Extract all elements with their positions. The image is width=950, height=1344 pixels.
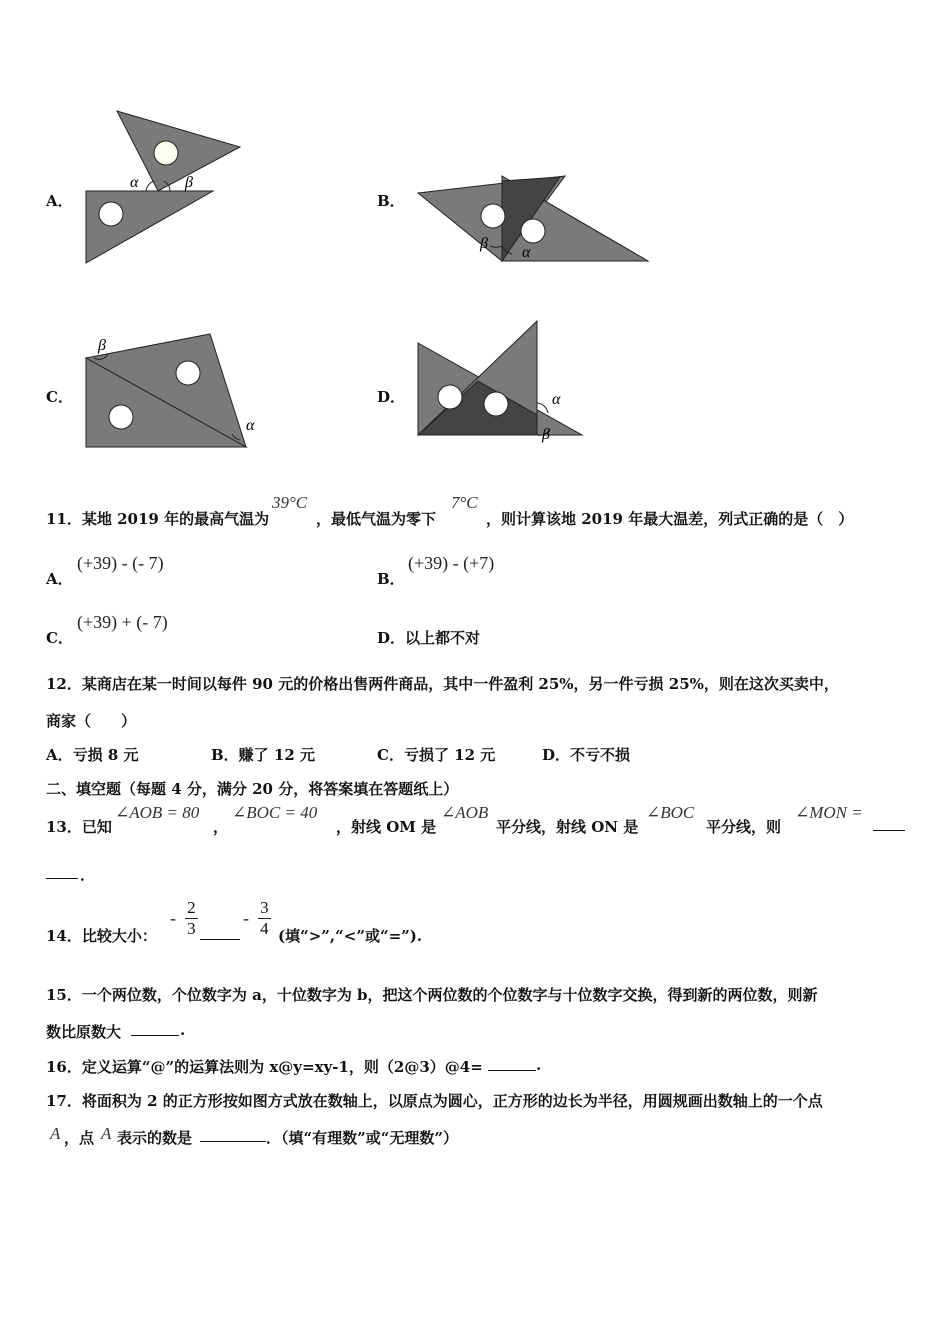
q12-line1: 12．某商店在某一时间以每件 90 元的价格出售两件商品，其中一件盈利 25%，另一件亏损 25%，则在这次买卖中，: [46, 675, 839, 693]
q16-answer-blank[interactable]: [488, 1056, 536, 1071]
q13-aob: ∠AOB = 80: [115, 803, 200, 822]
q11-high-temp: 39°C: [272, 493, 308, 512]
q11-option-b-label[interactable]: B．: [377, 570, 405, 588]
alpha-label: α: [246, 417, 255, 434]
q14-fraction-1: [170, 898, 198, 939]
q12-option-b[interactable]: B．赚了 12 元: [211, 746, 315, 764]
q14-frac1-den: 3: [187, 919, 196, 938]
q11-option-a-expr: (+39) - (- 7): [77, 553, 164, 573]
alpha-label: α: [522, 244, 531, 261]
q11-suffix: ，则计算该地 2019 年最大温差，列式正确的是（ ）: [486, 510, 854, 528]
q17-point-a: A: [50, 1124, 61, 1143]
q17-mid2: 表示的数是: [117, 1129, 193, 1147]
option-c-label[interactable]: C．: [46, 388, 73, 406]
q13-prefix: 13．已知: [46, 818, 112, 836]
q17-line1: 17．将面积为 2 的正方形按如图方式放在数轴上，以原点为圆心，正方形的边长为半径，用圆规画出数轴上的一个点: [46, 1092, 823, 1110]
figure-option-c: [80, 330, 270, 455]
q11-option-a-label[interactable]: A．: [46, 570, 73, 588]
beta-label: β: [185, 174, 193, 191]
q17-point-a2: A: [101, 1124, 112, 1143]
q17-suffix: ．（填“有理数”或“无理数”）: [266, 1129, 459, 1147]
q13-comma: ，: [213, 818, 229, 836]
q11-low-temp: 7°C: [451, 493, 478, 512]
q14-fraction-2: [243, 898, 271, 939]
q13-aob2: ∠AOB: [441, 803, 489, 822]
q13-boc: ∠BOC = 40: [232, 803, 318, 822]
q11-option-c-label[interactable]: C．: [46, 629, 73, 647]
q12-option-c[interactable]: C．亏损了 12 元: [377, 746, 496, 764]
q13-period: ．: [80, 866, 96, 884]
q14-prefix: 14．比较大小：: [46, 927, 157, 945]
q11-option-c-expr: (+39) + (- 7): [77, 612, 168, 632]
q13-mon: ∠MON =: [795, 803, 863, 822]
q14-frac2-den: 4: [260, 919, 269, 938]
q15-line1: 15．一个两位数，个位数字为 a，十位数字为 b，把这个两位数的个位数字与十位数字交换，得到新的两位数，则新: [46, 986, 818, 1004]
q15-line2: 数比原数大: [46, 1023, 122, 1041]
q11-option-b-expr: (+39) - (+7): [408, 553, 495, 573]
q14-frac2-num: 3: [260, 898, 269, 917]
q12-option-d[interactable]: D．不亏不损: [542, 746, 631, 764]
q13-mid2: 平分线，射线 ON 是: [496, 818, 639, 836]
q11-option-d-label[interactable]: D．: [377, 629, 406, 647]
q12-line2: 商家（ ）: [46, 712, 137, 730]
q14-answer-blank[interactable]: [200, 925, 240, 940]
q14-suffix: (填“>”,“<”或“=”).: [278, 927, 423, 945]
q13-mid1: ，射线 OM 是: [336, 818, 437, 836]
q13-boc2: ∠BOC: [646, 803, 695, 822]
figure-option-b: [410, 168, 655, 268]
q12-option-a[interactable]: A．亏损 8 元: [46, 746, 139, 764]
option-d-label[interactable]: D．: [377, 388, 406, 406]
q15-period: .: [180, 1021, 186, 1039]
q14-frac1-num: 2: [187, 898, 196, 917]
q15-answer-blank[interactable]: [131, 1021, 179, 1036]
q13-mid3: 平分线，则: [706, 818, 782, 836]
q14-frac1-sign: -: [170, 908, 176, 928]
beta-label: β: [480, 235, 488, 252]
q16-period: .: [536, 1056, 542, 1074]
q11-option-d-text: 以上都不对: [405, 629, 481, 647]
section-heading: 二、填空题（每题 4 分，满分 20 分，将答案填在答题纸上）: [46, 780, 459, 798]
alpha-label: α: [552, 391, 561, 408]
option-a-label[interactable]: A．: [46, 192, 73, 210]
option-b-label[interactable]: B．: [377, 192, 405, 210]
q11-middle: ，最低气温为零下: [316, 510, 437, 528]
figure-option-d: [410, 315, 590, 445]
q17-mid: ，点: [64, 1129, 95, 1147]
q11-prefix: 11．某地 2019 年的最高气温为: [46, 510, 270, 528]
beta-label: β: [542, 426, 550, 443]
q13-answer-blank-1[interactable]: [873, 816, 905, 831]
q11-stem: [46, 508, 269, 529]
figure-option-a: [80, 105, 250, 270]
beta-label: β: [98, 337, 106, 354]
q13-answer-blank-2[interactable]: [46, 864, 78, 879]
alpha-label: α: [130, 174, 139, 191]
q14-frac2-sign: -: [243, 908, 249, 928]
q17-answer-blank[interactable]: [200, 1127, 266, 1142]
q16-text: 16．定义运算“@”的运算法则为 x@y=xy-1，则（2@3）@4=: [46, 1058, 483, 1076]
